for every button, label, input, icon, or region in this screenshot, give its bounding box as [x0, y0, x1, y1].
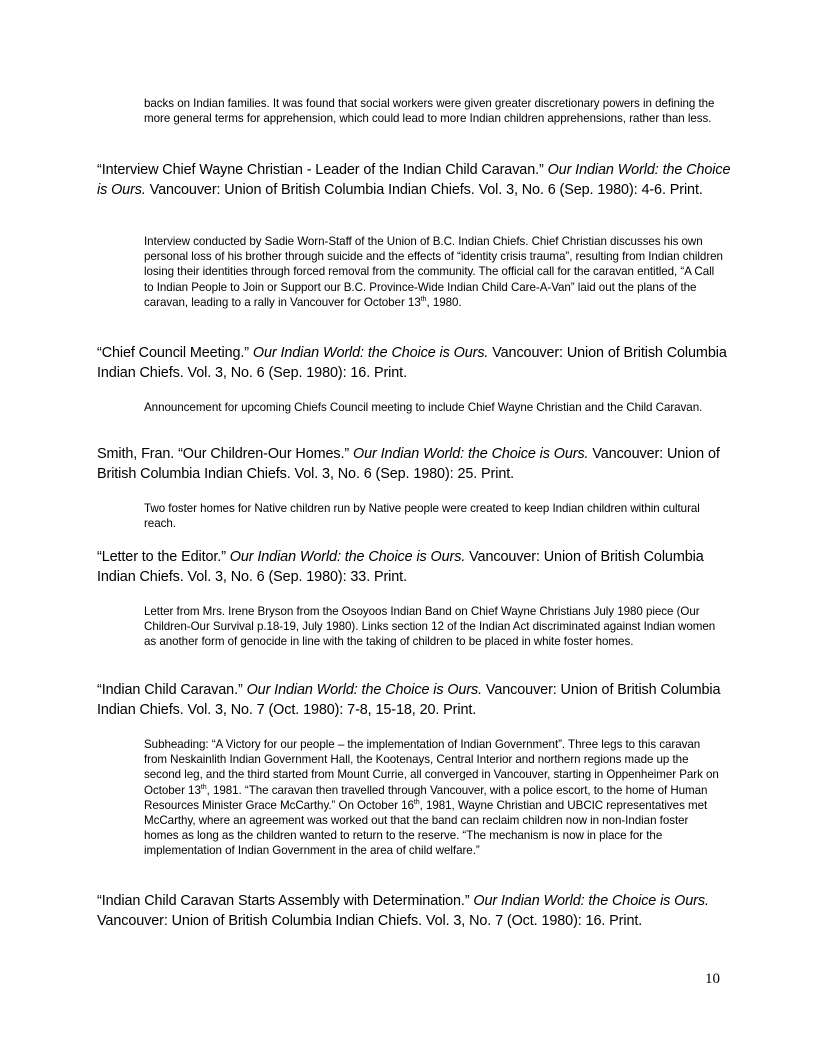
annotation-5-text-end: , 1981, Wayne Christian and UBCIC representatives met McCarthy, where an agreement was worked out that the band can reclaim children now in non-Indian foster homes as long as the children wanted to return to the reserve. “The mechanism is now in place for the implementation of Indian Government in the area of child welfare.” — [144, 798, 708, 858]
citation-2-title: “Chief Council Meeting.” — [97, 345, 253, 361]
citation-3 — [97, 444, 737, 484]
annotation-1-text: Interview conducted by Sadie Worn-Staff of the Union of B.C. Indian Chiefs. Chief Christian discusses his own personal loss of his brother through suicide and the effects of “identity crisis trauma”, resulting from Indian children losing their identities through forced removal from the community. The official call for the caravan entitled, “A Call to Indian People to Join or Support our B.C. Province-Wide Indian Child Care-A-Van” laid out the plans of the caravan, leading to a rally in Vancouver for October 13 — [144, 235, 723, 309]
annotation-1-sup: th — [420, 295, 427, 303]
citation-6 — [97, 891, 737, 931]
citation-5-source: Our Indian World: the Choice is Ours. — [246, 682, 483, 698]
citation-1 — [97, 160, 737, 200]
annotation-5 — [144, 737, 724, 859]
citation-6-source: Our Indian World: the Choice is Ours. — [473, 893, 709, 909]
citation-2-details: Vancouver: Union of British Columbia Indian Chiefs. Vol. 3, No. 6 (Sep. 1980): 16. Print. — [97, 345, 727, 381]
annotation-5-sup-1: th — [200, 783, 207, 791]
annotation-5-text-mid: , 1981. “The caravan then travelled through Vancouver, with a police escort, to the home of Human Resources Minister Grace McCarthy.” On October 16 — [144, 783, 708, 812]
citation-1-source: Our Indian World: the Choice is Ours. — [97, 162, 731, 198]
citation-1-title: “Interview Chief Wayne Christian - Leader of the Indian Child Caravan.” — [97, 162, 548, 178]
annotation-1-text-end: , 1980. — [426, 295, 462, 309]
annotation-4: Letter from Mrs. Irene Bryson from the Osoyoos Indian Band on Chief Wayne Christians July 1980 piece (Our Children-Our Survival p.18-19, July 1980). Links section 12 of the Indian Act discriminated against Indian women as another form of genocide in line with the taking of children to be placed in white foster homes. — [144, 605, 716, 649]
citation-3-source: Our Indian World: the Choice is Ours. — [353, 446, 589, 462]
annotation-2: Announcement for upcoming Chiefs Council meeting to include Chief Wayne Christian and the Child Caravan. — [144, 401, 703, 414]
citation-2 — [97, 343, 737, 383]
citation-2-source: Our Indian World: the Choice is Ours. — [252, 345, 489, 361]
citation-5-title: “Indian Child Caravan.” — [97, 682, 247, 698]
citation-4 — [97, 547, 737, 587]
citation-4-details: Vancouver: Union of British Columbia Indian Chiefs. Vol. 3, No. 6 (Sep. 1980): 33. Print. — [97, 549, 704, 585]
page-number: 10 — [705, 971, 720, 987]
citation-5 — [97, 680, 737, 720]
annotation-3: Two foster homes for Native children run by Native people were created to keep Indian children within cultural reach. — [144, 502, 700, 531]
annotation-5-text: Subheading: “A Victory for our people – the implementation of Indian Government”. Three legs to this caravan from Neskainlith Indian Government Hall, the Kootenays, Central Interior and northern regions made up the second leg, and the third started from Mount Currie, all converged in Vancouver, starting in Oppenheimer Park on October 13 — [144, 738, 719, 797]
citation-6-details: Vancouver: Union of British Columbia Indian Chiefs. Vol. 3, No. 7 (Oct. 1980): 16. Print. — [97, 913, 643, 929]
intro-annotation: backs on Indian families. It was found that social workers were given greater discretionary powers in defining the more general terms for apprehension, which could lead to more Indian children apprehensions, rather than less. — [144, 97, 715, 126]
citation-5-details: Vancouver: Union of British Columbia Indian Chiefs. Vol. 3, No. 7 (Oct. 1980): 7-8, 15-18, 20. Print. — [97, 682, 721, 718]
annotation-1 — [144, 234, 724, 310]
citation-4-source: Our Indian World: the Choice is Ours. — [229, 549, 466, 565]
annotation-5-sup-2: th — [413, 798, 420, 806]
citation-3-details: Vancouver: Union of British Columbia Indian Chiefs. Vol. 3, No. 6 (Sep. 1980): 25. Print. — [97, 446, 720, 482]
citation-6-title: “Indian Child Caravan Starts Assembly with Determination.” — [97, 893, 474, 909]
citation-4-title: “Letter to the Editor.” — [97, 549, 230, 565]
citation-1-details: Vancouver: Union of British Columbia Indian Chiefs. Vol. 3, No. 6 (Sep. 1980): 4-6. Print. — [145, 182, 703, 198]
citation-3-title: Smith, Fran. “Our Children-Our Homes.” — [97, 446, 353, 462]
